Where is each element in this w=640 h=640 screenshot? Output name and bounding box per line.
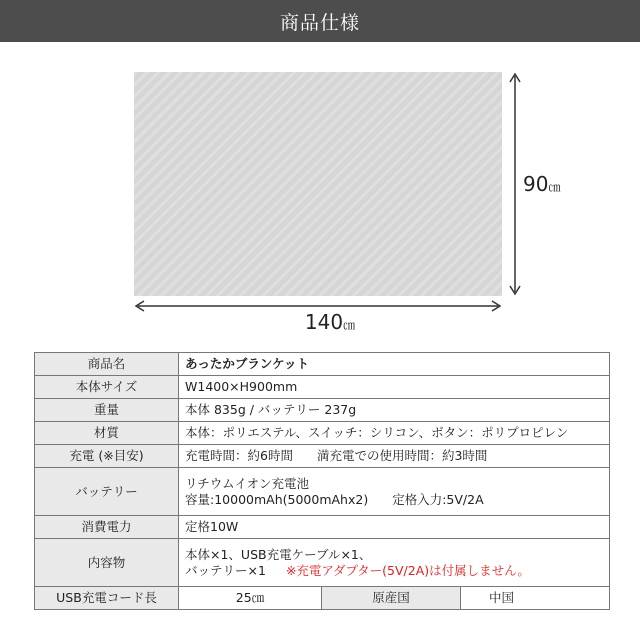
contents-note: ※充電アダプター(5V/2A)は付属しません。 xyxy=(285,562,530,578)
table-row xyxy=(35,376,610,399)
battery-input: 定格入力:5V/2A xyxy=(392,491,484,507)
charge-time: 充電時間：約6時間 xyxy=(185,448,293,463)
product-name-label: 商品名 xyxy=(35,353,179,376)
battery-specs xyxy=(185,492,603,508)
power-label: 消費電力 xyxy=(35,516,179,539)
height-dimension-label xyxy=(523,172,560,196)
table-row xyxy=(35,587,610,610)
size-value: W1400×H900mm xyxy=(179,376,610,399)
table-row xyxy=(35,445,610,468)
weight-value: 本体 835g / バッテリー 237g xyxy=(179,399,610,422)
origin-label: 原産国 xyxy=(322,587,461,610)
table-row xyxy=(35,468,610,516)
charge-label: 充電 (※目安) xyxy=(35,445,179,468)
cable-label: USB充電コード長 xyxy=(35,587,179,610)
table-row xyxy=(35,539,610,587)
table-row xyxy=(35,399,610,422)
material-label: 材質 xyxy=(35,422,179,445)
height-arrow xyxy=(510,74,520,294)
height-unit: ㎝ xyxy=(548,180,561,194)
contents-line1: 本体×1、USB充電ケーブル×1、 xyxy=(185,546,372,562)
width-value: 140 xyxy=(304,310,344,334)
contents-value xyxy=(179,539,610,587)
size-label: 本体サイズ xyxy=(35,376,179,399)
usage-time: 満充電での使用時間：約3時間 xyxy=(316,448,488,463)
table-row xyxy=(35,353,610,376)
weight-label: 重量 xyxy=(35,399,179,422)
table-row xyxy=(35,516,610,539)
contents-label: 内容物 xyxy=(35,539,179,587)
contents-line2-row xyxy=(185,563,603,579)
battery-capacity: 容量:10000mAh(5000mAhx2) xyxy=(185,491,369,507)
power-value: 定格10W xyxy=(179,516,610,539)
material-value: 本体：ポリエステル、スイッチ：シリコン、ボタン：ポリプロピレン xyxy=(179,422,610,445)
origin-value: 中国 xyxy=(461,587,610,610)
product-name-value: あったかブランケット xyxy=(179,353,610,376)
spec-table xyxy=(34,352,610,610)
cable-value: 25㎝ xyxy=(179,587,322,610)
battery-value xyxy=(179,468,610,516)
width-unit: ㎝ xyxy=(343,318,356,332)
section-title: 商品仕様 xyxy=(279,11,360,34)
contents-line2: バッテリー×1 xyxy=(185,562,266,578)
battery-type: リチウムイオン充電池 xyxy=(185,475,310,491)
battery-label: バッテリー xyxy=(35,468,179,516)
height-value: 90 xyxy=(523,172,549,196)
table-row xyxy=(35,422,610,445)
width-dimension-label xyxy=(290,310,370,334)
charge-value xyxy=(179,445,610,468)
